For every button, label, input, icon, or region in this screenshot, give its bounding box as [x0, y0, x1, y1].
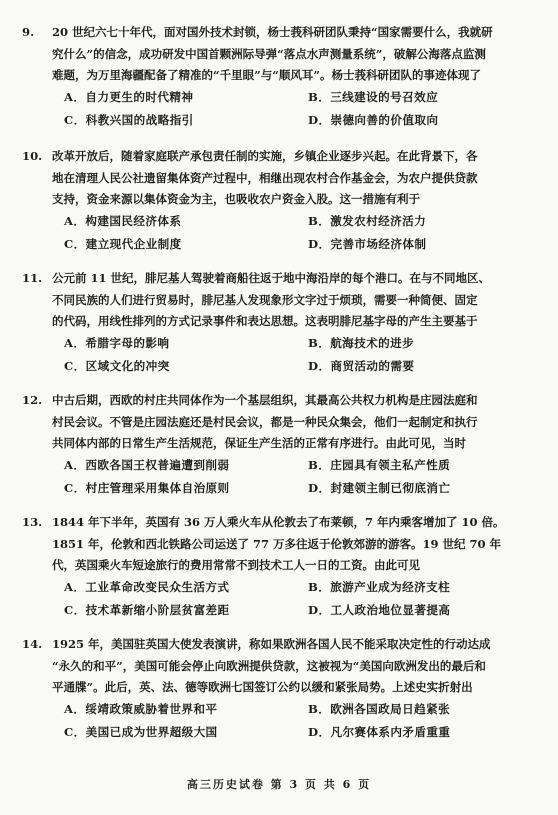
option-list: [8, 577, 548, 627]
option-b[interactable]: B．庄园具有领主私产性质: [308, 457, 451, 472]
question-number: 14.: [22, 637, 43, 651]
option-b[interactable]: B．欧洲各国政局日趋紧张: [308, 701, 451, 716]
option-list: [8, 455, 548, 505]
option-c[interactable]: C．美国已成为世界超级大国: [64, 724, 218, 739]
question-14: [8, 634, 548, 749]
option-d[interactable]: D．崇德向善的价值取向: [308, 112, 439, 127]
option-b[interactable]: B．激发农村经济活力: [308, 213, 427, 228]
stem-line: 1925 年，美国驻英国大使发表演讲，称如果欧洲各国人民不能采取决定性的行动达成: [52, 637, 491, 651]
option-a[interactable]: A．自力更生的时代精神: [64, 89, 194, 104]
option-d[interactable]: D．封建领主制已彻底消亡: [308, 480, 451, 495]
question-number: 12.: [22, 393, 43, 407]
stem-line: 改革开放后，随着家庭联产承包责任制的实施，乡镇企业逐步兴起。在此背景下，各: [52, 149, 478, 163]
stem-line: 地在清理人民公社遗留集体资产过程中，相继出现农村合作基金会，为农户提供贷款: [52, 170, 478, 185]
option-c[interactable]: C．建立现代企业制度: [64, 236, 182, 251]
option-c[interactable]: C．科教兴国的战略指引: [64, 112, 194, 127]
option-a[interactable]: A．构建国民经济体系: [64, 213, 182, 228]
option-d[interactable]: D．完善市场经济体制: [308, 236, 427, 251]
question-9: [8, 22, 548, 137]
question-stem: [8, 268, 548, 333]
question-stem: [8, 146, 548, 211]
question-10: [8, 146, 548, 261]
stem-line: 中古后期，西欧的村庄共同体作为一个基层组织，其最高公共权力机构是庄园法庭和: [52, 393, 478, 407]
option-list: [8, 211, 548, 261]
option-d[interactable]: D．凡尔赛体系内矛盾重重: [308, 724, 451, 739]
option-c[interactable]: C．村庄管理采用集体自治原则: [64, 480, 230, 495]
question-stem: [8, 512, 548, 577]
stem-line: 公元前 11 世纪，腓尼基人驾驶着商船往返于地中海沿岸的每个港口。在与不同地区、: [52, 271, 491, 285]
stem-line: 不同民族的人们进行贸易时，腓尼基人发现象形文字过于烦琐，需要一种简便、固定: [52, 292, 478, 307]
option-d[interactable]: D．商贸活动的需要: [308, 358, 415, 373]
question-number: 10.: [22, 149, 43, 163]
question-number: 13.: [22, 515, 43, 529]
stem-line: 代，英国乘火车短途旅行的费用常常不到技术工人一日的工资。由此可见: [52, 558, 420, 572]
question-number: 9.: [22, 25, 35, 39]
stem-line: 20 世纪六七十年代，面对国外技术封锁，杨士莪科研团队秉持“国家需要什么，我就研: [52, 25, 493, 39]
option-a[interactable]: A．西欧各国王权普遍遭到削弱: [64, 457, 230, 472]
option-c[interactable]: C．技术革新缩小阶层贫富差距: [64, 602, 230, 617]
option-a[interactable]: A．希腊字母的影响: [64, 335, 170, 350]
question-stem: [8, 22, 548, 87]
stem-line: 共同体内部的日常生产生活规范，保证生产生活的正常有序进行。由此可见，当时: [52, 436, 466, 450]
option-list: [8, 333, 548, 383]
question-stem: [8, 390, 548, 455]
stem-line: 的代码，用线性排列的方式记录事件和表达思想。这表明腓尼基字母的产生主要基于: [52, 314, 478, 328]
stem-line: 村民会议。不管是庄园法庭还是村民会议，都是一种民众集会，他们一起制定和执行: [52, 414, 478, 429]
stem-line: 平通牒”。此后，英、法、德等欧洲七国签订公约以缓和紧张局势。上述史实折射出: [52, 680, 473, 694]
option-d[interactable]: D．工人政治地位显著提高: [308, 602, 451, 617]
question-number: 11.: [22, 271, 43, 285]
stem-line: 支持，资金来源以集体资金为主，也吸收农户资金入股。这一措施有利于: [52, 192, 420, 206]
option-a[interactable]: A．绥靖政策威胁着世界和平: [64, 701, 218, 716]
option-list: [8, 87, 548, 137]
option-c[interactable]: C．区域文化的冲突: [64, 358, 170, 373]
question-13: [8, 512, 548, 627]
option-b[interactable]: B．旅游产业成为经济支柱: [308, 579, 451, 594]
option-b[interactable]: B．三线建设的号召效应: [308, 89, 439, 104]
option-list: [8, 699, 548, 749]
stem-line: “永久的和平”，美国可能会停止向欧洲提供贷款，这被视为“美国向欧洲发出的最后和: [52, 658, 486, 673]
stem-line: 1844 年下半年，英国有 36 万人乘火车从伦敦去了布莱顿，7 年内乘客增加了 10 倍。: [52, 515, 505, 529]
stem-line: 难题，为万里海疆配备了精准的“千里眼”与“顺风耳”。杨士莪科研团队的事迹体现了: [52, 68, 481, 82]
question-stem: [8, 634, 548, 699]
option-b[interactable]: B．航海技术的进步: [308, 335, 415, 350]
question-12: [8, 390, 548, 505]
option-a[interactable]: A．工业革命改变民众生活方式: [64, 579, 230, 594]
stem-line: 究什么”的信念，成功研发中国首颗洲际导弹“落点水声测量系统”，破解公海落点监测: [52, 46, 486, 61]
stem-line: 1851 年，伦敦和西北铁路公司运送了 77 万多往返于伦敦郊游的游客。19 世纪 70 年: [52, 536, 502, 551]
page-footer: 高三历史试卷 第 3 页 共 6 页: [186, 778, 372, 791]
question-11: [8, 268, 548, 383]
